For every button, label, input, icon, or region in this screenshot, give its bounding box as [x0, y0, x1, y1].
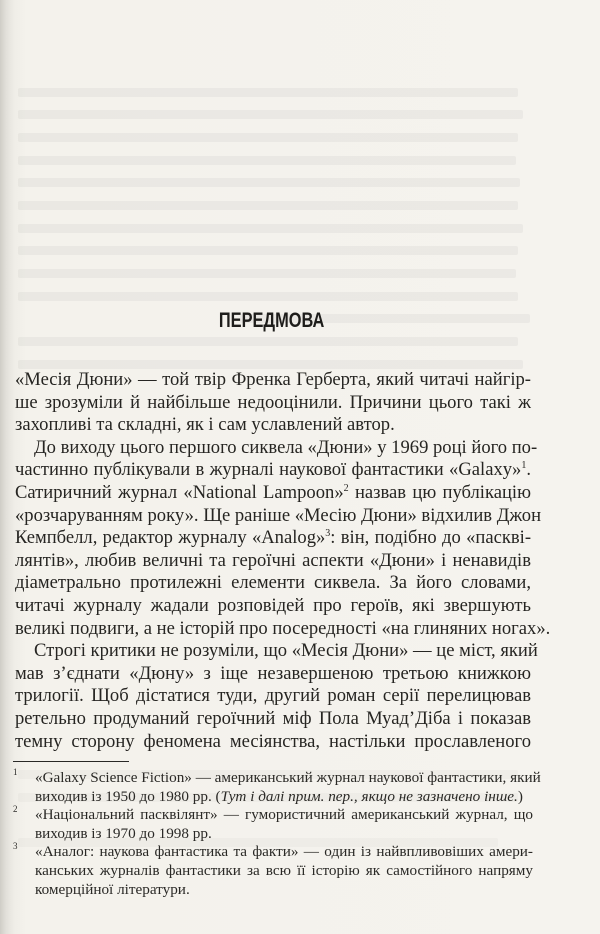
body-line: діаметрально протилежні елементи сиквела. За його словами, — [15, 572, 531, 594]
body-line: захопливі та складні, як і сам уславлений автор. — [15, 414, 395, 436]
body-line: лянтів», любив величні та героїчні аспекти «Дюни» і ненавидів — [15, 549, 531, 571]
footnote-ref-3: 3 — [325, 528, 331, 540]
footnote-line: «Національний пасквілянт» — гумористичний американський журнал, що — [35, 806, 533, 824]
body-line: великі подвиги, а не історій про посередності «на глиняних ногах». — [15, 617, 551, 639]
footnote-ref-1: 1 — [521, 460, 527, 472]
footnote-3 — [13, 843, 533, 899]
body-line: частинно публікували в журналі наукової фантастики «Galaxy»$^1$. — [15, 459, 531, 481]
body-text — [15, 369, 551, 753]
footnote-line: комерційної літератури. — [35, 880, 190, 898]
body-line: Строгі критики не розуміли, що «Месія Дюни» — це міст, який — [34, 640, 538, 662]
footnote-line: виходив із 1950 до 1980 рр. (Тут і далі прим. пер., якщо не зазначено інше.) — [35, 787, 523, 805]
body-line: читачі журналу жадали розповідей про героїв, які звершують — [15, 594, 531, 616]
footnote-2 — [13, 806, 533, 843]
body-line: «розчаруванням року». Ще раніше «Месію Дюни» відхилив Джон — [15, 504, 542, 526]
body-line: мав з’єднати «Дюну» з іще незавершеною третьою книжкою — [15, 662, 531, 684]
page-title: ПЕРЕДМОВА — [218, 309, 325, 332]
footnotes — [13, 767, 541, 899]
footnote-line: «Galaxy Science Fiction» — американський журнал наукової фантастики, який — [35, 769, 541, 786]
footnote-separator — [13, 761, 129, 762]
body-line: трилогії. Щоб дістатися туди, другий роман серії перелицював — [15, 685, 531, 707]
footnote-1 — [13, 767, 541, 806]
body-line: До виходу цього першого сиквела «Дюни» у 1969 році його по- — [34, 436, 538, 458]
footnote-ref-2: 2 — [343, 482, 349, 494]
footnote-line: виходив із 1970 до 1998 рр. — [35, 824, 212, 842]
body-line: Сатиричний журнал «National Lampoon»$^2$ назвав цю публікацію — [15, 481, 531, 503]
footnote-number: 1 — [13, 767, 18, 777]
footnote-number: 2 — [13, 804, 18, 815]
footnote-line: канських журналів фантастики за всю її історію як самостійного напряму — [35, 861, 533, 879]
footnote-line: «Аналог: наукова фантастика та факти» — один із найвпливовіших амери- — [35, 843, 533, 861]
footnote-number: 3 — [13, 841, 18, 852]
body-line: ретельно продуманий героїчний міф Пола Муад’Діба і показав — [15, 707, 531, 729]
body-line: «Месія Дюни» — той твір Френка Герберта, який читачі найгір- — [15, 369, 531, 390]
body-line: ше зрозуміли й найбільше недооцінили. Причини цього такі ж — [15, 391, 531, 413]
body-line: темну сторону феномена месіянства, настільки прославленого — [15, 730, 531, 752]
body-line: Кемпбелл, редактор журналу «Analog»$^3$: він, подібно до «пасквi- — [15, 527, 532, 549]
